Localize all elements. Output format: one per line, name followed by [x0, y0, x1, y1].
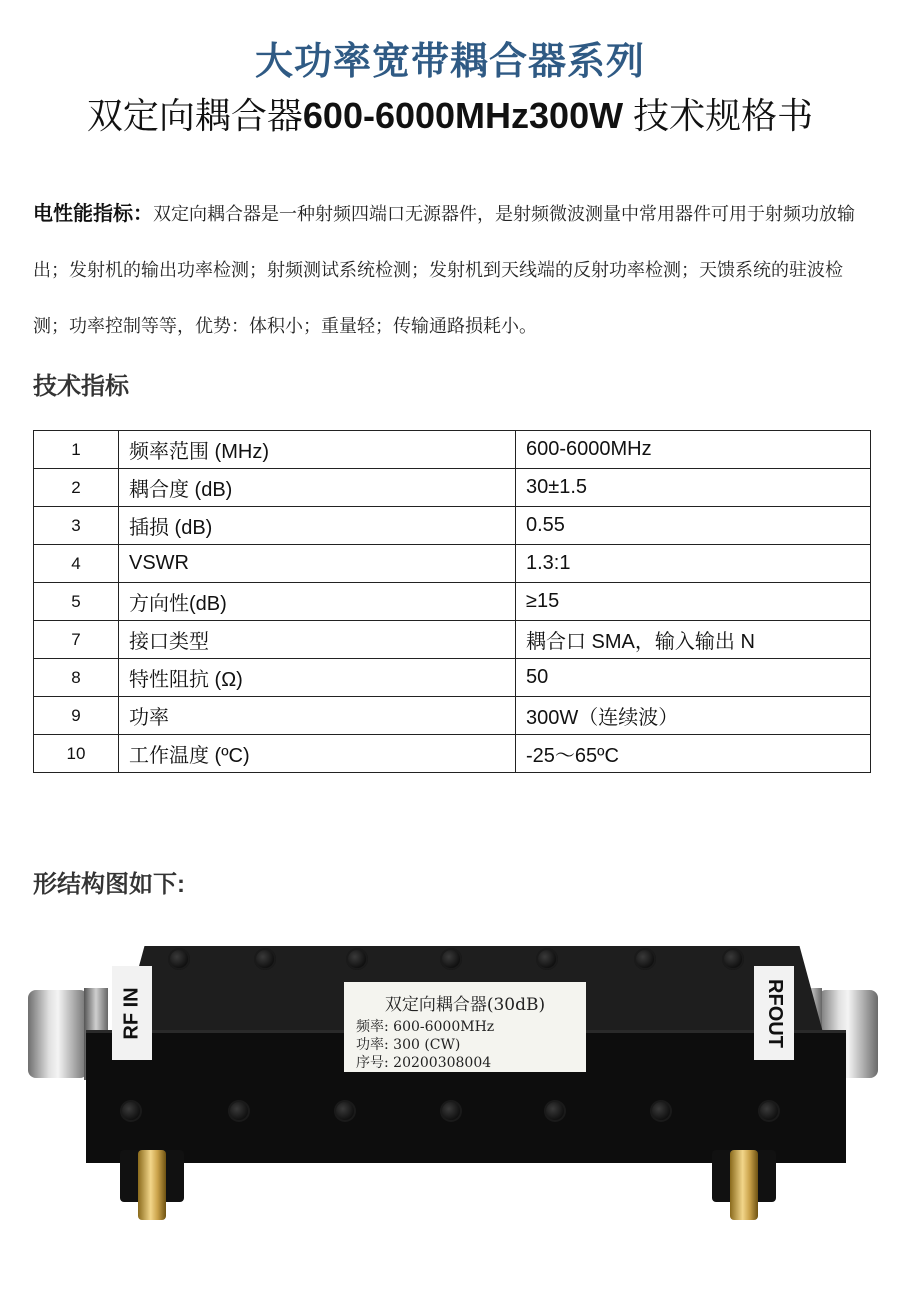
n-connector-input [28, 990, 88, 1078]
spec-row [34, 697, 871, 735]
spec-name: 特性阻抗 (Ω) [119, 659, 516, 697]
spec-row [34, 469, 871, 507]
screw [228, 1100, 250, 1122]
screw [346, 948, 368, 970]
spec-name: 工作温度 (ºC) [119, 735, 516, 773]
subtitle-suffix: 技术规格书 [623, 95, 814, 136]
screw [334, 1100, 356, 1122]
port-label-in [112, 966, 152, 1060]
spec-no: 9 [34, 697, 119, 735]
spec-value: 耦合口 SMA，输入输出 N [516, 621, 871, 659]
spec-value: -25～65ºC [516, 735, 871, 773]
spec-value: 30±1.5 [516, 469, 871, 507]
screw [758, 1100, 780, 1122]
product-label-title: 双定向耦合器(30dB) [384, 995, 546, 1015]
port-label-out-text: RFOUT [763, 978, 786, 1048]
screw [722, 948, 744, 970]
product-label-serial: 序号: 20200308004 [356, 1055, 492, 1071]
spec-name: 接口类型 [119, 621, 516, 659]
spec-row [34, 659, 871, 697]
spec-heading: 技术指标 [33, 373, 129, 400]
sma-coupled-port [730, 1150, 758, 1220]
spec-name: 插损 (dB) [119, 507, 516, 545]
screw [120, 1100, 142, 1122]
spec-value: 300W（连续波） [516, 697, 871, 735]
spec-value: 1.3:1 [516, 545, 871, 583]
spec-row [34, 621, 871, 659]
product-label-frequency: 频率: 600-6000MHz [356, 1019, 495, 1035]
port-label-out [754, 966, 794, 1060]
spec-table [33, 430, 871, 773]
spec-name: 耦合度 (dB) [119, 469, 516, 507]
spec-row [34, 735, 871, 773]
intro-text: 双定向耦合器是一种射频四端口无源器件，是射频微波测量中常用器件可用于射频功放输出；发射机的输出功率检测；射频测试系统检测；发射机到天线端的反射功率检测；天馈系统的驻波检测；功率控制等等，优势：体积小；重量轻；传输通路损耗小。 [33, 204, 855, 336]
spec-row [34, 545, 871, 583]
spec-name: 方向性(dB) [119, 583, 516, 621]
intro-paragraph [33, 186, 873, 354]
spec-value: 0.55 [516, 507, 871, 545]
spec-value: 600-6000MHz [516, 431, 871, 469]
screw [168, 948, 190, 970]
product-label [344, 982, 586, 1072]
screw [650, 1100, 672, 1122]
page-subtitle [0, 88, 900, 139]
structure-heading: 形结构图如下: [33, 871, 185, 898]
spec-no: 8 [34, 659, 119, 697]
spec-no: 1 [34, 431, 119, 469]
screw [440, 948, 462, 970]
sma-coupled-port [138, 1150, 166, 1220]
subtitle-model: 600-6000MHz300W [302, 95, 624, 136]
spec-no: 7 [34, 621, 119, 659]
spec-no: 4 [34, 545, 119, 583]
screw [536, 948, 558, 970]
spec-no: 10 [34, 735, 119, 773]
coupler-photo [28, 930, 878, 1290]
spec-row [34, 431, 871, 469]
subtitle-prefix: 双定向耦合器 [86, 95, 303, 136]
spec-row [34, 507, 871, 545]
spec-value: 50 [516, 659, 871, 697]
port-label-in-text: RF IN [120, 986, 143, 1040]
spec-no: 5 [34, 583, 119, 621]
page-title: 大功率宽带耦合器系列 [254, 41, 645, 83]
screw [254, 948, 276, 970]
screw [544, 1100, 566, 1122]
spec-no: 3 [34, 507, 119, 545]
spec-name: VSWR [119, 545, 516, 583]
intro-lead: 电性能指标： [33, 203, 153, 225]
spec-name: 频率范围 (MHz) [119, 431, 516, 469]
spec-value: ≥15 [516, 583, 871, 621]
spec-row [34, 583, 871, 621]
spec-name: 功率 [119, 697, 516, 735]
spec-no: 2 [34, 469, 119, 507]
screw [440, 1100, 462, 1122]
product-label-power: 功率: 300 (CW) [356, 1037, 461, 1053]
screw [634, 948, 656, 970]
